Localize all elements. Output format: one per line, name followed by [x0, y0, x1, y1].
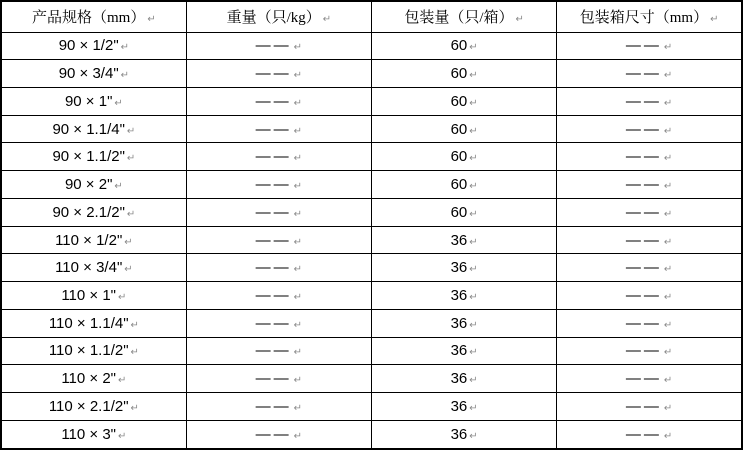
paragraph-return-icon: ↵ — [469, 125, 478, 137]
spec-cell — [1, 87, 186, 115]
box-value: —— — [625, 120, 662, 138]
weight-cell — [186, 282, 371, 310]
paragraph-return-icon: ↵ — [293, 291, 303, 303]
spec-value: 90 × 3/4" — [58, 65, 119, 83]
qty-cell — [372, 143, 557, 171]
weight-value: —— — [255, 176, 292, 194]
weight-cell — [186, 32, 371, 60]
paragraph-return-icon: ↵ — [469, 291, 478, 303]
weight-value: —— — [255, 314, 292, 332]
paragraph-return-icon: ↵ — [124, 264, 133, 276]
qty-cell — [372, 198, 557, 226]
box-cell — [557, 226, 742, 254]
paragraph-return-icon: ↵ — [322, 14, 332, 26]
weight-cell — [186, 337, 371, 365]
box-cell — [557, 171, 742, 199]
weight-value: —— — [255, 425, 292, 443]
weight-cell — [186, 420, 371, 449]
paragraph-return-icon: ↵ — [663, 236, 673, 248]
spec-value: 110 × 1/2" — [55, 231, 123, 249]
paragraph-return-icon: ↵ — [293, 347, 303, 359]
spec-value: 90 × 2" — [64, 176, 113, 194]
table-row — [1, 420, 742, 449]
spec-cell — [1, 309, 186, 337]
spec-cell — [1, 226, 186, 254]
table-row — [1, 32, 742, 60]
qty-value: 60 — [450, 37, 468, 55]
header-product-spec-label: 产品规格（mm） — [32, 10, 146, 27]
box-cell — [557, 60, 742, 88]
spec-value: 90 × 1/2" — [58, 37, 119, 55]
spec-cell — [1, 60, 186, 88]
weight-cell — [186, 60, 371, 88]
paragraph-return-icon: ↵ — [469, 347, 478, 359]
qty-value: 36 — [450, 342, 468, 360]
paragraph-return-icon: ↵ — [663, 347, 673, 359]
paragraph-return-icon: ↵ — [293, 153, 303, 165]
table-row — [1, 198, 742, 226]
box-value: —— — [625, 203, 662, 221]
header-product-spec — [1, 1, 186, 32]
paragraph-return-icon: ↵ — [469, 208, 478, 220]
spec-cell — [1, 198, 186, 226]
weight-cell — [186, 226, 371, 254]
header-weight-label: 重量（只/kg） — [226, 10, 321, 27]
paragraph-return-icon: ↵ — [663, 375, 673, 387]
table-row — [1, 143, 742, 171]
paragraph-return-icon: ↵ — [130, 347, 139, 359]
box-value: —— — [625, 37, 662, 55]
paragraph-return-icon: ↵ — [126, 153, 136, 165]
qty-value: 36 — [450, 314, 468, 332]
box-value: —— — [625, 259, 662, 277]
paragraph-return-icon: ↵ — [147, 14, 156, 26]
paragraph-return-icon: ↵ — [663, 402, 673, 414]
paragraph-return-icon: ↵ — [663, 97, 673, 109]
qty-value: 60 — [450, 148, 468, 166]
qty-cell — [372, 171, 557, 199]
paragraph-return-icon: ↵ — [293, 375, 303, 387]
paragraph-return-icon: ↵ — [130, 319, 139, 331]
paragraph-return-icon: ↵ — [293, 402, 303, 414]
qty-value: 60 — [450, 176, 468, 194]
paragraph-return-icon: ↵ — [114, 97, 123, 109]
spec-cell — [1, 393, 186, 421]
weight-value: —— — [255, 286, 292, 304]
paragraph-return-icon: ↵ — [469, 70, 478, 82]
box-cell — [557, 420, 742, 449]
paragraph-return-icon: ↵ — [293, 70, 303, 82]
qty-cell — [372, 420, 557, 449]
weight-value: —— — [255, 231, 292, 249]
paragraph-return-icon: ↵ — [469, 236, 478, 248]
header-box-size — [557, 1, 742, 32]
box-value: —— — [625, 92, 662, 110]
box-cell — [557, 393, 742, 421]
qty-value: 60 — [450, 92, 468, 110]
paragraph-return-icon: ↵ — [663, 319, 673, 331]
paragraph-return-icon: ↵ — [120, 70, 130, 82]
qty-cell — [372, 226, 557, 254]
spec-value: 90 × 1.1/2" — [52, 148, 125, 166]
spec-value: 110 × 1.1/2" — [48, 342, 129, 360]
spec-cell — [1, 254, 186, 282]
paragraph-return-icon: ↵ — [118, 291, 127, 303]
weight-cell — [186, 254, 371, 282]
table-row — [1, 87, 742, 115]
qty-cell — [372, 32, 557, 60]
spec-cell — [1, 115, 186, 143]
qty-value: 36 — [450, 370, 468, 388]
paragraph-return-icon: ↵ — [515, 14, 524, 26]
header-box-size-label: 包装箱尺寸（mm） — [579, 10, 709, 27]
paragraph-return-icon: ↵ — [293, 236, 303, 248]
spec-cell — [1, 32, 186, 60]
paragraph-return-icon: ↵ — [663, 264, 673, 276]
weight-value: —— — [255, 120, 292, 138]
weight-value: —— — [255, 397, 292, 415]
paragraph-return-icon: ↵ — [469, 402, 478, 414]
spec-cell — [1, 420, 186, 449]
spec-value: 110 × 3/4" — [55, 259, 123, 277]
spec-value: 110 × 1.1/4" — [48, 314, 129, 332]
box-value: —— — [625, 176, 662, 194]
paragraph-return-icon: ↵ — [293, 125, 303, 137]
box-value: —— — [625, 286, 662, 304]
qty-cell — [372, 60, 557, 88]
paragraph-return-icon: ↵ — [663, 42, 673, 54]
paragraph-return-icon: ↵ — [293, 430, 303, 442]
paragraph-return-icon: ↵ — [118, 430, 127, 442]
spec-cell — [1, 365, 186, 393]
paragraph-return-icon: ↵ — [293, 208, 303, 220]
paragraph-return-icon: ↵ — [663, 181, 673, 193]
table-row — [1, 60, 742, 88]
header-packing-qty — [372, 1, 557, 32]
qty-cell — [372, 282, 557, 310]
spec-cell — [1, 282, 186, 310]
weight-value: —— — [255, 259, 292, 277]
paragraph-return-icon: ↵ — [663, 430, 673, 442]
table-row — [1, 226, 742, 254]
spec-cell — [1, 171, 186, 199]
box-value: —— — [625, 397, 662, 415]
paragraph-return-icon: ↵ — [663, 291, 673, 303]
box-cell — [557, 365, 742, 393]
qty-value: 36 — [450, 231, 468, 249]
table-row — [1, 393, 742, 421]
spec-cell — [1, 143, 186, 171]
table-body — [1, 32, 742, 449]
header-packing-qty-label: 包装量（只/箱） — [404, 10, 514, 27]
weight-value: —— — [255, 65, 292, 83]
qty-value: 60 — [450, 203, 468, 221]
box-value: —— — [625, 370, 662, 388]
qty-value: 36 — [450, 259, 468, 277]
box-value: —— — [625, 425, 662, 443]
box-cell — [557, 282, 742, 310]
weight-cell — [186, 143, 371, 171]
qty-cell — [372, 309, 557, 337]
table-row — [1, 254, 742, 282]
paragraph-return-icon: ↵ — [130, 402, 139, 414]
paragraph-return-icon: ↵ — [469, 375, 478, 387]
table-row — [1, 337, 742, 365]
paragraph-return-icon: ↵ — [469, 181, 478, 193]
weight-cell — [186, 393, 371, 421]
paragraph-return-icon: ↵ — [469, 264, 478, 276]
qty-cell — [372, 254, 557, 282]
spec-value: 110 × 3" — [61, 425, 117, 443]
paragraph-return-icon: ↵ — [293, 319, 303, 331]
spec-value: 90 × 1" — [64, 92, 113, 110]
paragraph-return-icon: ↵ — [293, 264, 303, 276]
paragraph-return-icon: ↵ — [126, 125, 136, 137]
box-cell — [557, 115, 742, 143]
qty-cell — [372, 115, 557, 143]
weight-value: —— — [255, 370, 292, 388]
paragraph-return-icon: ↵ — [469, 97, 478, 109]
table-row — [1, 171, 742, 199]
weight-value: —— — [255, 148, 292, 166]
qty-value: 36 — [450, 425, 468, 443]
qty-value: 60 — [450, 120, 468, 138]
weight-value: —— — [255, 37, 292, 55]
paragraph-return-icon: ↵ — [293, 181, 303, 193]
paragraph-return-icon: ↵ — [126, 208, 136, 220]
spec-value: 110 × 2" — [61, 370, 117, 388]
table-row — [1, 115, 742, 143]
box-cell — [557, 309, 742, 337]
box-cell — [557, 143, 742, 171]
weight-cell — [186, 309, 371, 337]
box-cell — [557, 32, 742, 60]
paragraph-return-icon: ↵ — [710, 14, 719, 26]
qty-cell — [372, 365, 557, 393]
box-cell — [557, 254, 742, 282]
table-row — [1, 365, 742, 393]
weight-cell — [186, 198, 371, 226]
weight-cell — [186, 365, 371, 393]
box-cell — [557, 87, 742, 115]
paragraph-return-icon: ↵ — [663, 125, 673, 137]
paragraph-return-icon: ↵ — [293, 42, 303, 54]
paragraph-return-icon: ↵ — [469, 319, 478, 331]
paragraph-return-icon: ↵ — [120, 42, 130, 54]
paragraph-return-icon: ↵ — [663, 153, 673, 165]
qty-cell — [372, 337, 557, 365]
box-value: —— — [625, 342, 662, 360]
box-cell — [557, 198, 742, 226]
weight-cell — [186, 171, 371, 199]
box-value: —— — [625, 231, 662, 249]
weight-value: —— — [255, 342, 292, 360]
paragraph-return-icon: ↵ — [469, 42, 478, 54]
box-value: —— — [625, 65, 662, 83]
qty-cell — [372, 87, 557, 115]
paragraph-return-icon: ↵ — [663, 208, 673, 220]
qty-value: 36 — [450, 286, 468, 304]
weight-cell — [186, 87, 371, 115]
spec-cell — [1, 337, 186, 365]
box-value: —— — [625, 314, 662, 332]
qty-value: 60 — [450, 65, 468, 83]
paragraph-return-icon: ↵ — [469, 153, 478, 165]
paragraph-return-icon: ↵ — [293, 97, 303, 109]
paragraph-return-icon: ↵ — [663, 70, 673, 82]
weight-value: —— — [255, 92, 292, 110]
box-value: —— — [625, 148, 662, 166]
paragraph-return-icon: ↵ — [118, 375, 127, 387]
weight-value: —— — [255, 203, 292, 221]
table-row — [1, 282, 742, 310]
box-cell — [557, 337, 742, 365]
spec-value: 90 × 1.1/4" — [52, 120, 125, 138]
paragraph-return-icon: ↵ — [469, 430, 478, 442]
qty-cell — [372, 393, 557, 421]
paragraph-return-icon: ↵ — [114, 181, 123, 193]
header-weight — [186, 1, 371, 32]
spec-value: 90 × 2.1/2" — [52, 203, 125, 221]
spec-value: 110 × 2.1/2" — [48, 397, 129, 415]
weight-cell — [186, 115, 371, 143]
table-header-row — [1, 1, 742, 32]
qty-value: 36 — [450, 397, 468, 415]
table-row — [1, 309, 742, 337]
paragraph-return-icon: ↵ — [124, 236, 133, 248]
spec-value: 110 × 1" — [61, 286, 117, 304]
